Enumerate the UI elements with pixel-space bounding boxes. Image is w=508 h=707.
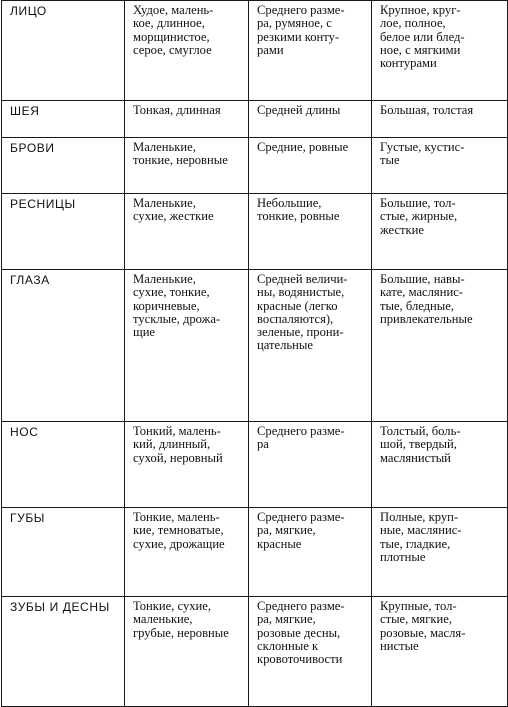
table-row: [2, 194, 508, 270]
row-label: ГЛАЗА: [2, 270, 125, 422]
cell-type-3: Толстый, боль- шой, твердый, маслянистый: [372, 422, 508, 508]
cell-type-2: Среднего разме- ра, мягкие, розовые десны, склонные к кровоточивости: [249, 597, 372, 707]
row-label: НОС: [2, 422, 125, 508]
body-features-table: [1, 0, 508, 707]
cell-type-1: Маленькие, сухие, тонкие, коричневые, тусклые, дрожа- щие: [125, 270, 249, 422]
cell-type-3: Густые, кустис- тые: [372, 138, 508, 194]
cell-type-1: Тонкий, малень- кий, длинный, сухой, неровный: [125, 422, 249, 508]
cell-type-2: Среднего разме- ра: [249, 422, 372, 508]
row-label: ЛИЦО: [2, 1, 125, 101]
table-row: [2, 270, 508, 422]
table-row: [2, 422, 508, 508]
cell-type-3: Крупное, круг- лое, полное, белое или блед- ное, с мягкими контурами: [372, 1, 508, 101]
row-label: БРОВИ: [2, 138, 125, 194]
table-row: [2, 508, 508, 597]
table-row: [2, 1, 508, 101]
cell-type-1: Тонкие, сухие, маленькие, грубые, неровные: [125, 597, 249, 707]
cell-type-1: Тонкие, малень- кие, темноватые, сухие, дрожащие: [125, 508, 249, 597]
cell-type-2: Среднего разме- ра, румяное, с резкими конту- рами: [249, 1, 372, 101]
cell-type-1: Маленькие, тонкие, неровные: [125, 138, 249, 194]
table-row: [2, 101, 508, 138]
cell-type-1: Тонкая, длинная: [125, 101, 249, 138]
table-row: [2, 138, 508, 194]
cell-type-1: Худое, малень- кое, длинное, морщинистое, серое, смуглое: [125, 1, 249, 101]
table-row: [2, 597, 508, 707]
cell-type-1: Маленькие, сухие, жесткие: [125, 194, 249, 270]
row-label: ГУБЫ: [2, 508, 125, 597]
cell-type-3: Большая, толстая: [372, 101, 508, 138]
cell-type-3: Большие, навы- кате, маслянис- тые, бледные, привлекательные: [372, 270, 508, 422]
cell-type-3: Крупные, тол- стые, мягкие, розовые, масля- нистые: [372, 597, 508, 707]
cell-type-3: Полные, круп- ные, маслянис- тые, гладкие, плотные: [372, 508, 508, 597]
row-label: ШЕЯ: [2, 101, 125, 138]
cell-type-2: Средние, ровные: [249, 138, 372, 194]
cell-type-2: Средней длины: [249, 101, 372, 138]
cell-type-2: Среднего разме- ра, мягкие, красные: [249, 508, 372, 597]
cell-type-2: Средней величи- ны, водянистые, красные (легко воспаляются), зеленые, прони- цательные: [249, 270, 372, 422]
cell-type-3: Большие, тол- стые, жирные, жесткие: [372, 194, 508, 270]
cell-type-2: Небольшие, тонкие, ровные: [249, 194, 372, 270]
row-label: ЗУБЫ И ДЕСНЫ: [2, 597, 125, 707]
row-label: РЕСНИЦЫ: [2, 194, 125, 270]
